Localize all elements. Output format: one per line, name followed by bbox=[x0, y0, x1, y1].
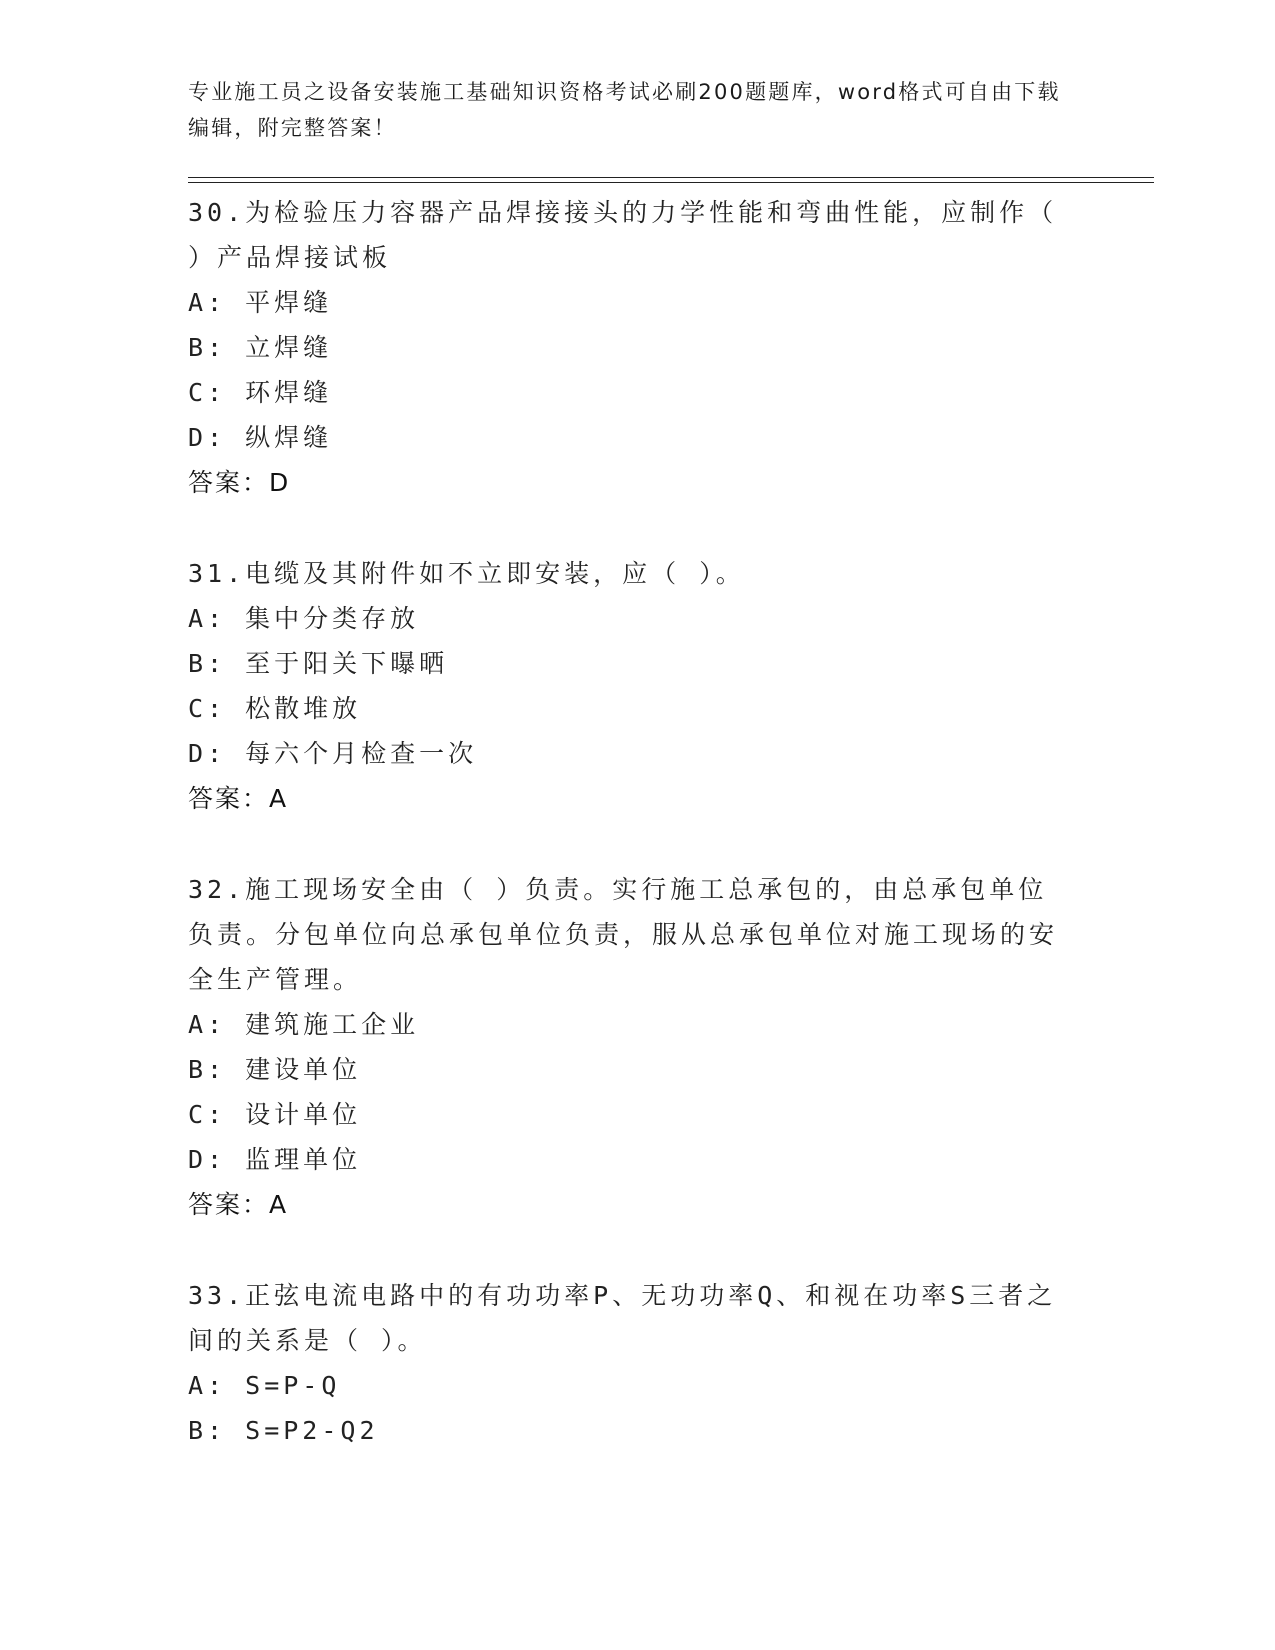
question-33 bbox=[188, 1273, 1068, 1453]
option-d: D: 监理单位 bbox=[188, 1145, 362, 1174]
option-a: A: S=P-Q bbox=[188, 1371, 341, 1400]
option-a: A: 建筑施工企业 bbox=[188, 1010, 420, 1039]
question-spacer bbox=[188, 821, 1068, 867]
document-header: 专业施工员之设备安装施工基础知识资格考试必刷200题题库，word格式可自由下载编辑，附完整答案！ bbox=[188, 80, 1061, 140]
answer-label: 答案：A bbox=[188, 784, 289, 813]
question-30 bbox=[188, 190, 1068, 505]
question-stem: 32.施工现场安全由（ ）负责。实行施工总承包的，由总承包单位负责。分包单位向总承包单位负责，服从总承包单位对施工现场的安全生产管理。 bbox=[188, 875, 1059, 994]
header-divider-top bbox=[188, 177, 1154, 178]
option-d: D: 纵焊缝 bbox=[188, 423, 333, 452]
option-a: A: 集中分类存放 bbox=[188, 604, 420, 633]
option-b: B: 立焊缝 bbox=[188, 333, 333, 362]
answer-label: 答案：D bbox=[188, 468, 291, 497]
answer-label: 答案：A bbox=[188, 1190, 289, 1219]
question-31 bbox=[188, 551, 1068, 821]
question-spacer bbox=[188, 505, 1068, 551]
question-stem: 31.电缆及其附件如不立即安装，应（ ）。 bbox=[188, 559, 745, 588]
question-spacer bbox=[188, 1227, 1068, 1273]
option-c: C: 设计单位 bbox=[188, 1100, 362, 1129]
question-stem: 30.为检验压力容器产品焊接接头的力学性能和弯曲性能，应制作（ ）产品焊接试板 bbox=[188, 198, 1058, 272]
option-d: D: 每六个月检查一次 bbox=[188, 739, 478, 768]
option-c: C: 环焊缝 bbox=[188, 378, 333, 407]
option-b: B: 建设单位 bbox=[188, 1055, 362, 1084]
question-32 bbox=[188, 867, 1068, 1227]
option-b: B: S=P2-Q2 bbox=[188, 1416, 379, 1445]
header-divider-bottom bbox=[188, 182, 1154, 183]
option-b: B: 至于阳关下曝晒 bbox=[188, 649, 449, 678]
question-list bbox=[188, 190, 1068, 1453]
question-stem: 33.正弦电流电路中的有功功率P、无功功率Q、和视在功率S三者之间的关系是（ ）。 bbox=[188, 1281, 1057, 1355]
option-a: A: 平焊缝 bbox=[188, 288, 333, 317]
option-c: C: 松散堆放 bbox=[188, 694, 362, 723]
